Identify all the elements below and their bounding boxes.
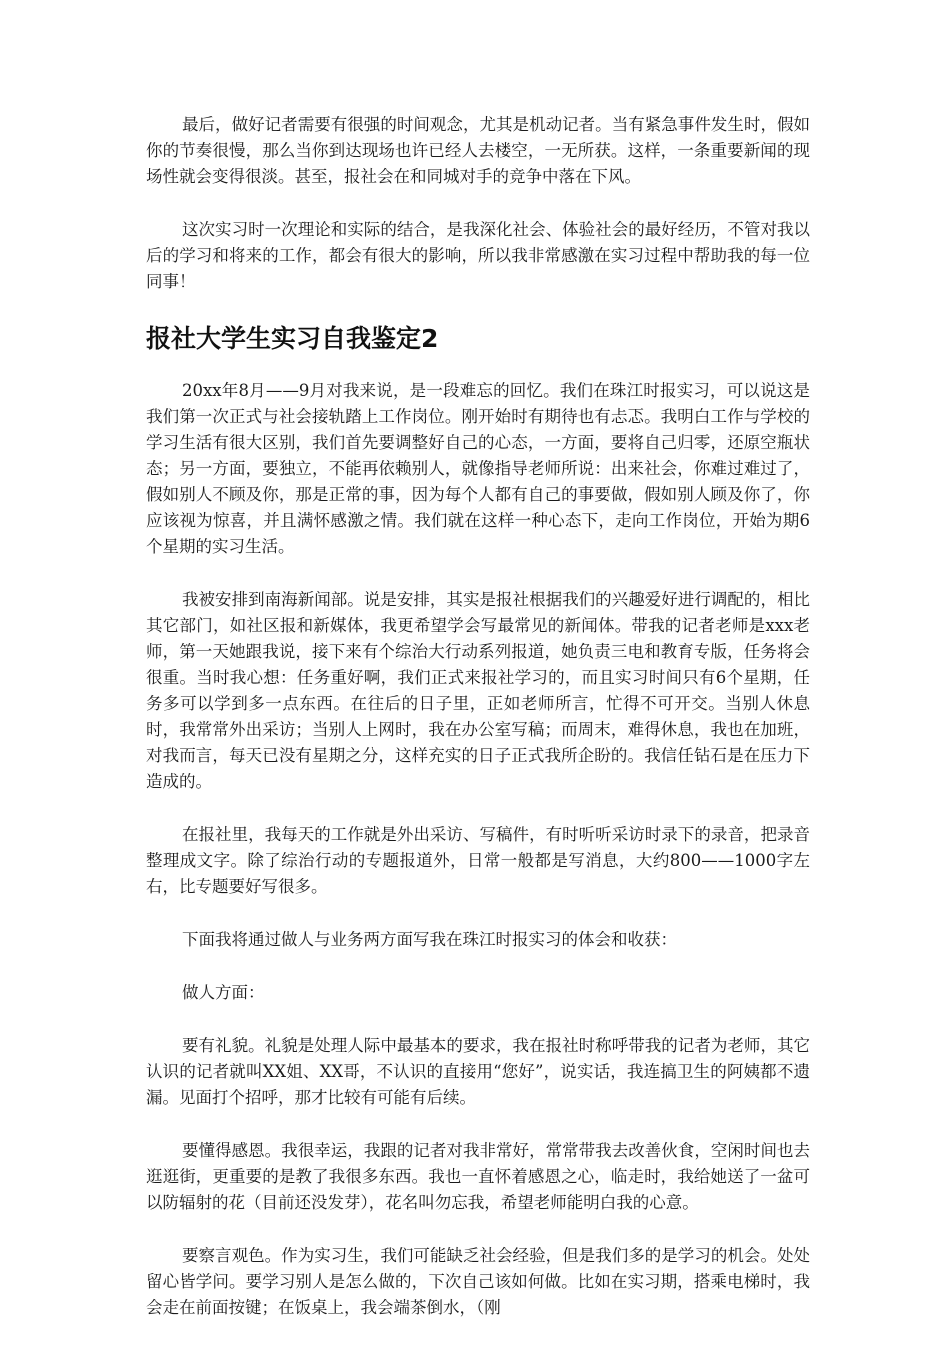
paragraph-intro-1: 最后，做好记者需要有很强的时间观念，尤其是机动记者。当有紧急事件发生时，假如你的节奏很慢，那么当你到达现场也许已经人去楼空，一无所获。这样，一条重要新闻的现场性就会变得很淡。甚至，报社会在和同城对手的竞争中落在下风。	[146, 115, 810, 186]
paragraph-intro-2: 这次实习时一次理论和实际的结合，是我深化社会、体验社会的最好经历，不管对我以后的学习和将来的工作，都会有很大的影响，所以我非常感激在实习过程中帮助我的每一位同事！	[146, 220, 810, 291]
paragraph-2: 我被安排到南海新闻部。说是安排，其实是报社根据我们的兴趣爱好进行调配的，相比其它部门，如社区报和新媒体，我更希望学会写最常见的新闻体。带我的记者老师是xxx老师，第一天她跟我说，接下来有个综治大行动系列报道，她负责三电和教育专版，任务将会很重。当时我心想：任务重好啊，我们正式来报社学习的，而且实习时间只有6个星期，任务多可以学到多一点东西。在往后的日子里，正如老师所言，忙得不可开交。当别人休息时，我常常外出采访；当别人上网时，我在办公室写稿；而周末，难得休息，我也在加班，对我而言，每天已没有星期之分，这样充实的日子正式我所企盼的。我信任钻石是在压力下造成的。	[146, 590, 810, 791]
paragraph-3: 在报社里，我每天的工作就是外出采访、写稿件，有时听听采访时录下的录音，把录音整理成文字。除了综治行动的专题报道外，日常一般都是写消息，大约800——1000字左右，比专题要好写很多。	[146, 825, 810, 896]
paragraph-8: 要察言观色。作为实习生，我们可能缺乏社会经验，但是我们多的是学习的机会。处处留心皆学问。要学习别人是怎么做的，下次自己该如何做。比如在实习期，搭乘电梯时，我会走在前面按键；在饭桌上，我会端茶倒水，（刚	[146, 1246, 810, 1317]
paragraph-1: 20xx年8月——9月对我来说，是一段难忘的回忆。我们在珠江时报实习，可以说这是我们第一次正式与社会接轨踏上工作岗位。刚开始时有期待也有忐忑。我明白工作与学校的学习生活有很大区别，我们首先要调整好自己的心态，一方面，要将自己归零，还原空瓶状态；另一方面，要独立，不能再依赖别人，就像指导老师所说：出来社会，你难过难过了，假如别人不顾及你，那是正常的事，因为每个人都有自己的事要做，假如别人顾及你了，你应该视为惊喜，并且满怀感激之情。我们就在这样一种心态下，走向工作岗位，开始为期6个星期的实习生活。	[146, 381, 810, 556]
paragraph-6: 要有礼貌。礼貌是处理人际中最基本的要求，我在报社时称呼带我的记者为老师，其它认识的记者就叫XX姐、XX哥，不认识的直接用“您好”，说实话，我连搞卫生的阿姨都不遗漏。见面打个招呼，那才比较有可能有后续。	[146, 1036, 810, 1107]
paragraph-5: 做人方面：	[182, 983, 265, 1002]
paragraph-4: 下面我将通过做人与业务两方面写我在珠江时报实习的体会和收获：	[182, 930, 677, 949]
section-title: 报社大学生实习自我鉴定2	[146, 324, 439, 353]
paragraph-7: 要懂得感恩。我很幸运，我跟的记者对我非常好，常常带我去改善伙食，空闲时间也去逛逛街，更重要的是教了我很多东西。我也一直怀着感恩之心，临走时，我给她送了一盆可以防辐射的花（目前还没发芽），花名叫勿忘我，希望老师能明白我的心意。	[146, 1141, 810, 1212]
document-page	[146, 112, 810, 1348]
